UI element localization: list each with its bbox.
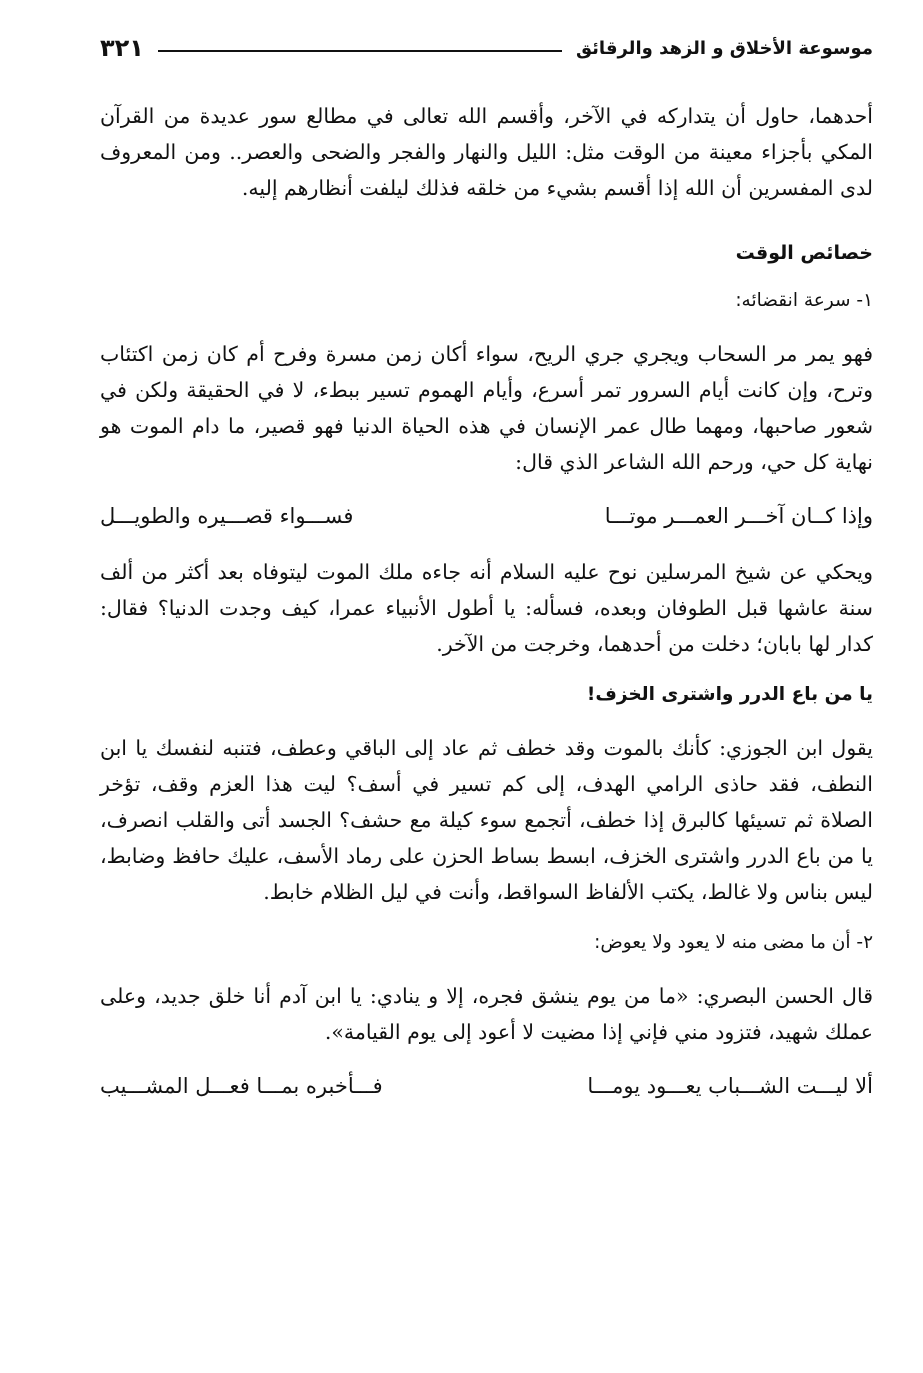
exclamation-title: يا من باع الدرر واشترى الخزف!	[586, 684, 873, 705]
page-number: ٣٢١	[100, 34, 144, 62]
point-2-title: ٢- أن ما مضى منه لا يعود ولا يعوض:	[594, 932, 873, 953]
verse-1-second-hemistich: فســـواء قصـــيره والطويـــل	[100, 504, 354, 528]
point-1-paragraph: فهو يمر مر السحاب ويجري جري الريح، سواء أكان زمن مسرة وفرح أم كان زمن اكتئاب وترح، وإن كانت أيام السرور تمر أسرع، وأيام الهموم تسير ببطء، لا في الحقيقة ولكن في شعور صاحبها، ومهما طال عمر الإنسان في هذه الحياة الدنيا فهو قصير، ما دام الموت هو نهاية كل حي، ورحم الله الشاعر الذي قال:	[100, 342, 873, 474]
poem-verse-1	[100, 498, 873, 534]
poem-verse-2	[100, 1068, 873, 1104]
verse-2-first-hemistich: ألا ليـــت الشـــباب يعـــود يومـــا	[587, 1074, 873, 1098]
book-title: موسوعة الأخلاق و الزهد والرقائق	[575, 37, 873, 59]
page-header	[100, 28, 873, 68]
ibn-jawzi-paragraph: يقول ابن الجوزي: كأنك بالموت وقد خطف ثم عاد إلى الباقي وعطف، فتنبه لنفسك يا ابن النطف، فقد حاذى الرامي الهدف، إلى كم تسير في أسف؟ ليت هذا العزم وقف، تؤخر الصلاة ثم تسيئها كالبرق إذا خطف، أتجمع سوء كيلة مع حشف؟ الجسد أتى والقلب انصرف، يا من باع الدرر واشترى الخزف، ابسط بساط الحزن على رماد الأسف، عليك حافظ وضابط، ليس بناس ولا غالط، يكتب الألفاظ السواقط، وأنت في ليل الظلام خابط.	[100, 736, 873, 904]
point-2-paragraph: قال الحسن البصري: «ما من يوم ينشق فجره، إلا و ينادي: يا ابن آدم أنا خلق جديد، وعلى عملك شهيد، فتزود مني فإني إذا مضيت لا أعود إلى يوم القيامة».	[100, 984, 873, 1044]
point-1-title: ١- سرعة انقضائه:	[735, 290, 873, 311]
section-heading: خصائص الوقت	[735, 242, 873, 264]
intro-paragraph: أحدهما، حاول أن يتداركه في الآخر، وأقسم الله تعالى في مطالع سور عديدة من القرآن المكي بأجزاء معينة من الوقت مثل: الليل والنهار والفجر والضحى والعصر.. ومن المعروف لدى المفسرين أن الله إذا أقسم بشيء من خلقه فذلك ليلفت أنظارهم إليه.	[100, 104, 873, 200]
verse-2-second-hemistich: فـــأخبره بمـــا فعـــل المشـــيب	[100, 1074, 383, 1098]
header-rule	[158, 50, 562, 52]
noah-story-paragraph: ويحكي عن شيخ المرسلين نوح عليه السلام أنه جاءه ملك الموت ليتوفاه بعد أكثر من ألف سنة عاشها قبل الطوفان وبعده، فسأله: يا أطول الأنبياء عمرا، كيف وجدت الدنيا؟ فقال: كدار لها بابان؛ دخلت من أحدهما، وخرجت من الآخر.	[100, 560, 873, 656]
verse-1-first-hemistich: وإذا كــان آخـــر العمـــر موتـــا	[604, 504, 873, 528]
